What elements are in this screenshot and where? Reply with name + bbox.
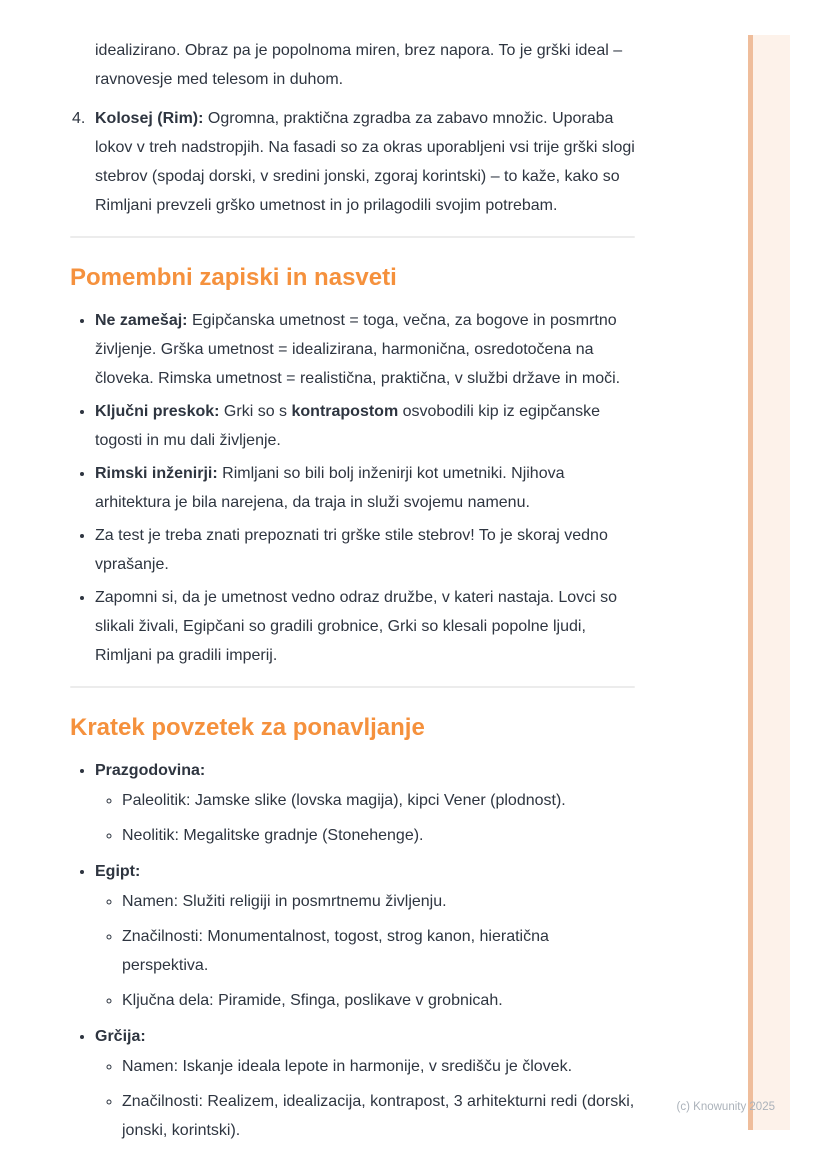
item-text: Zapomni si, da je umetnost vedno odraz družbe, v kateri nastaja. Lovci so slikali živali, Egipčani so gradili grobnice, Grki so klesali popolne ljudi, Rimljani pa gradili imperij. <box>95 589 618 664</box>
paragraph-continuation: idealizirano. Obraz pa je popolnoma miren, brez napora. To je grški ideal – ravnovesje med telesom in duhom. <box>95 42 623 88</box>
list-item <box>95 397 635 455</box>
sub-list-item: ◦ Ključna dela: Piramide, Sfinga, poslikave v grobnicah. <box>122 986 635 1015</box>
page-edge-decoration <box>748 35 790 1130</box>
summary-group <box>95 1022 635 1145</box>
notes-section-heading: Pomembni zapiski in nasveti <box>70 264 397 291</box>
numbered-item-lead: Kolosej (Rim): <box>95 110 204 127</box>
item-text: Egipčanska umetnost = toga, večna, za bogove in posmrtno življenje. Grška umetnost = idealizirana, harmonična, osredotočena na človeka. Rimska umetnost = realistična, praktična, v službi države in moči. <box>95 312 621 387</box>
numbered-list-item-4 <box>70 104 635 220</box>
summary-group-title: Grčija: <box>95 1028 146 1045</box>
summary-section-heading: Kratek povzetek za ponavljanje <box>70 714 425 741</box>
summary-sub-list <box>95 1052 635 1145</box>
sub-list-item: ◦ Značilnosti: Monumentalnost, togost, strog kanon, hieratična perspektiva. <box>122 922 635 980</box>
summary-group-title: Egipt: <box>95 863 141 880</box>
summary-group <box>95 756 635 850</box>
sub-list-item: ◦ Namen: Služiti religiji in posmrtnemu življenju. <box>122 887 635 916</box>
item-text: Grki so s <box>219 403 292 420</box>
item-bold-lead: Ključni preskok: <box>95 403 220 420</box>
item-bold-lead: Rimski inženirji: <box>95 465 218 482</box>
section-divider <box>70 686 635 688</box>
document-content <box>70 36 635 1152</box>
numbered-item-text <box>95 104 635 220</box>
numbered-item-rest: Ogromna, praktična zgradba za zabavo množic. Uporaba lokov v treh nadstropjih. Na fasadi so za okras uporabljeni vsi trije grški slogi stebrov (spodaj dorski, v sredini jonski, zgoraj korintski) – to kaže, kako so Rimljani prevzeli grško umetnost in jo prilagodili svojim potrebam. <box>95 110 635 214</box>
list-number: 4. <box>72 110 86 127</box>
list-item <box>95 306 635 393</box>
summary-group <box>95 857 635 1015</box>
item-bold-lead: Ne zamešaj: <box>95 312 188 329</box>
notes-list <box>70 306 635 670</box>
summary-sub-list <box>95 786 635 850</box>
summary-group-title: Prazgodovina: <box>95 762 206 779</box>
list-item <box>95 459 635 517</box>
sub-list-item: ◦ Neolitik: Megalitske gradnje (Stonehenge). <box>122 821 635 850</box>
item-text: Za test je treba znati prepoznati tri grške stile stebrov! To je skoraj vedno vprašanje. <box>95 527 608 573</box>
summary-list <box>70 756 635 1145</box>
sub-list-item: ◦ Značilnosti: Realizem, idealizacija, kontrapost, 3 arhitekturni redi (dorski, jonski, korintski). <box>122 1087 635 1145</box>
list-item <box>95 583 635 670</box>
item-bold-word: kontrapostom <box>291 403 399 420</box>
list-item <box>95 521 635 579</box>
item-text: osvobodili kip iz egipčanske togosti in mu dali življenje. <box>95 403 601 449</box>
section-divider <box>70 236 635 238</box>
sub-list-item: ◦ Namen: Iskanje ideala lepote in harmonije, v središču je človek. <box>122 1052 635 1081</box>
copyright-footer: (c) Knowunity 2025 <box>676 1101 775 1113</box>
sub-list-item: ◦ Paleolitik: Jamske slike (lovska magija), kipci Vener (plodnost). <box>122 786 635 815</box>
item-text: Rimljani so bili bolj inženirji kot umetniki. Njihova arhitektura je bila narejena, da traja in služi svojemu namenu. <box>95 465 565 511</box>
summary-sub-list <box>95 887 635 1015</box>
